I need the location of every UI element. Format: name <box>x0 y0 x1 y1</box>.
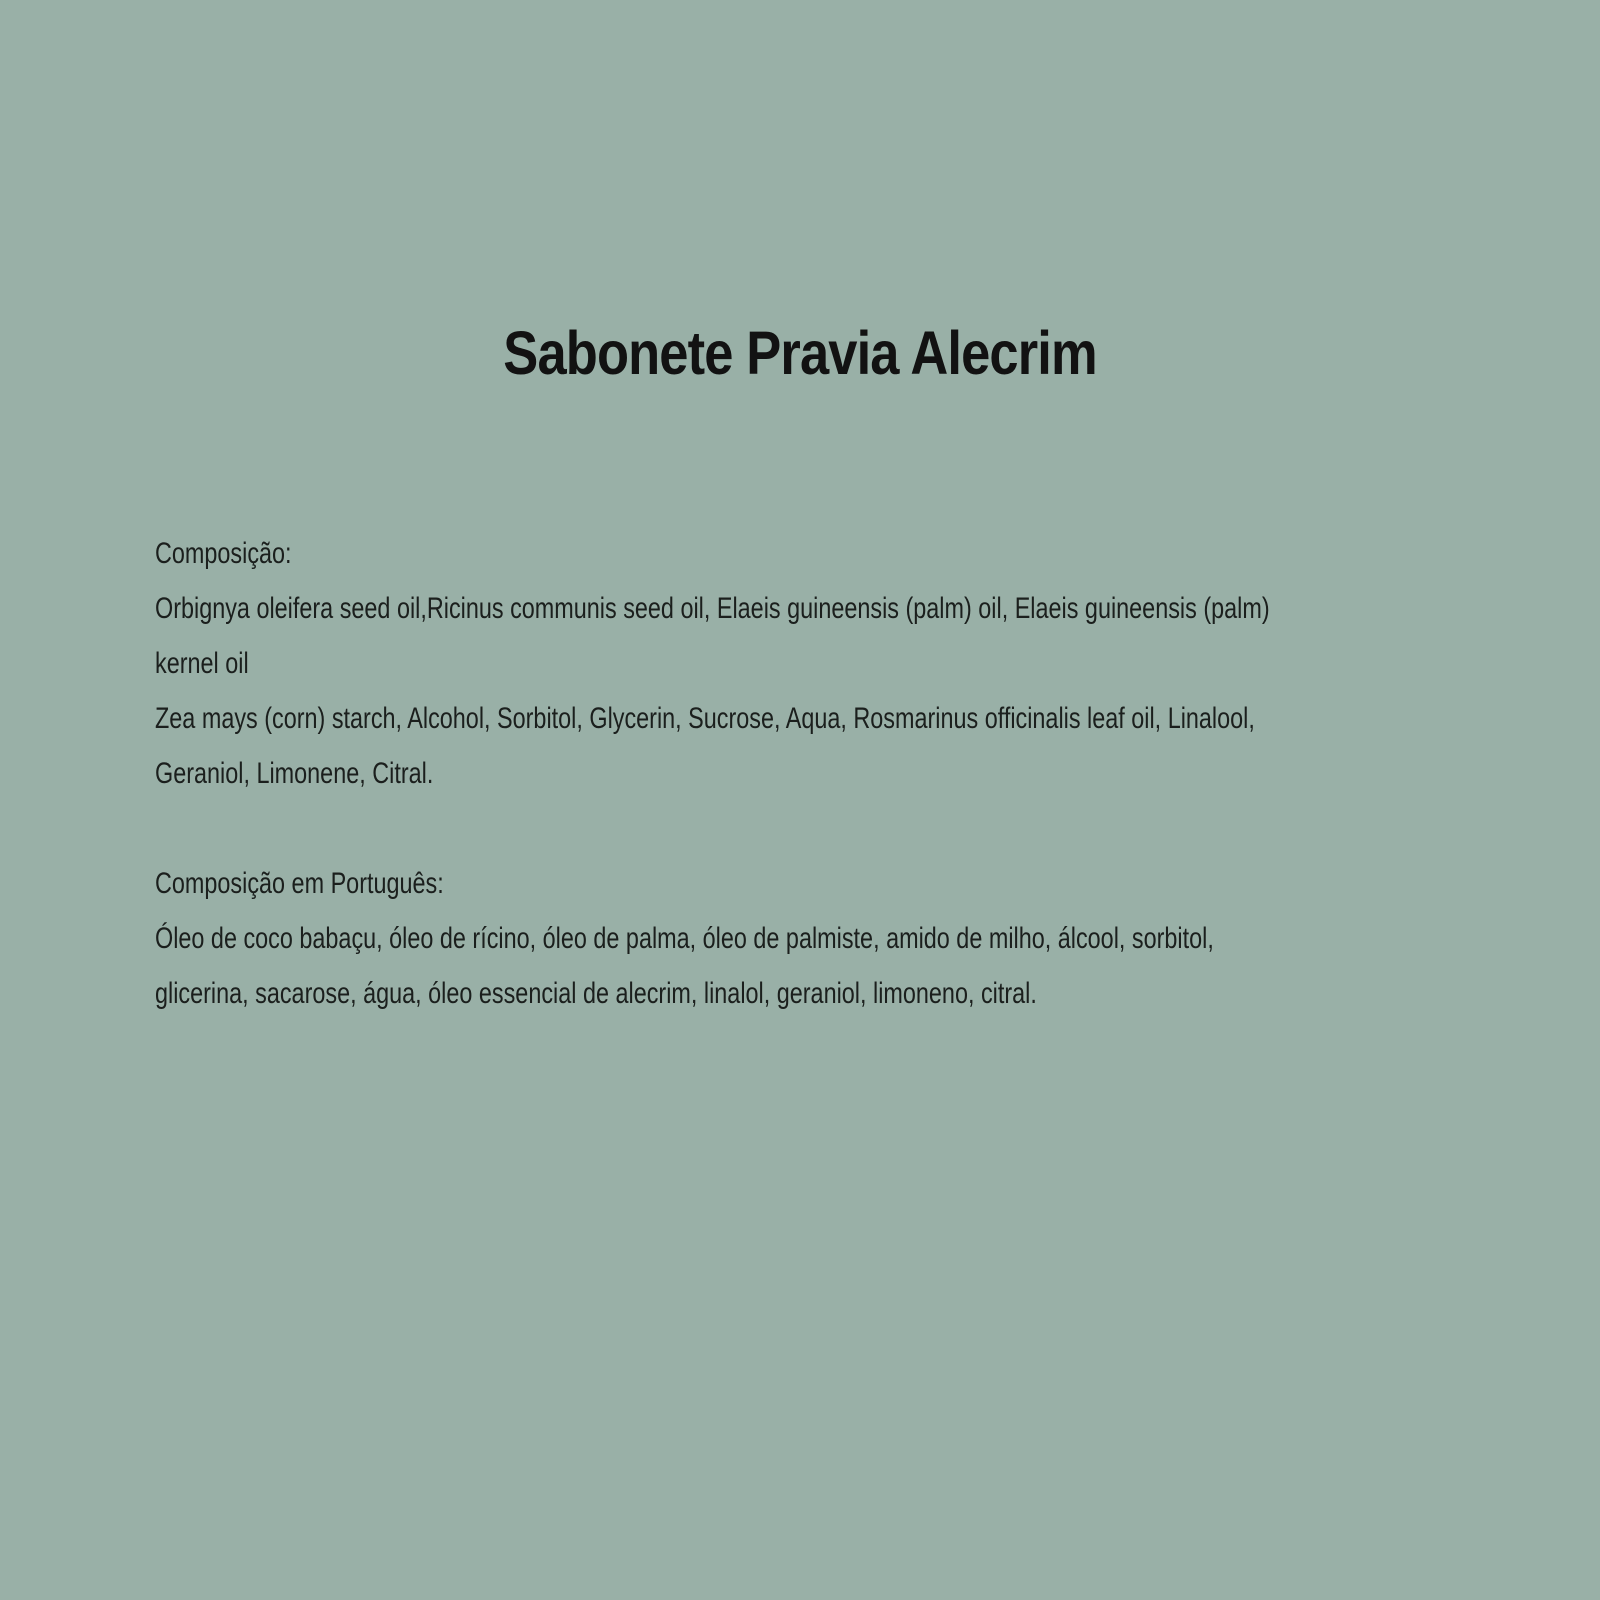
composition-en-line <box>155 636 1455 691</box>
composition-pt-line <box>155 966 1455 1021</box>
composition-pt-line-1: Óleo de coco babaçu, óleo de rícino, óleo de palma, óleo de palmiste, amido de milho, álcool, sorbitol, <box>155 922 1214 955</box>
page-title <box>0 318 1600 388</box>
composition-en-line-4: Geraniol, Limonene, Citral. <box>155 757 434 790</box>
composition-en-line-3: Zea mays (corn) starch, Alcohol, Sorbitol, Glycerin, Sucrose, Aqua, Rosmarinus officinalis leaf oil, Linalool, <box>155 702 1255 735</box>
composition-en-line <box>155 746 1455 801</box>
label-body <box>155 526 1455 1021</box>
composition-en-line-2: kernel oil <box>155 647 249 680</box>
composition-en-line <box>155 691 1455 746</box>
composition-pt-heading: Composição em Português: <box>155 867 444 900</box>
composition-pt-line <box>155 911 1455 966</box>
composition-en-line-1: Orbignya oleifera seed oil,Ricinus communis seed oil, Elaeis guineensis (palm) oil, Elaeis guineensis (palm) <box>155 592 1270 625</box>
page-title-text: Sabonete Pravia Alecrim <box>503 319 1097 387</box>
composition-pt-heading-row <box>155 856 1455 911</box>
section-gap <box>155 801 1455 856</box>
composition-en-line <box>155 581 1455 636</box>
composition-en-heading-row <box>155 526 1455 581</box>
composition-pt-line-2: glicerina, sacarose, água, óleo essencial de alecrim, linalol, geraniol, limoneno, citral. <box>155 977 1037 1010</box>
composition-en-heading: Composição: <box>155 537 292 570</box>
